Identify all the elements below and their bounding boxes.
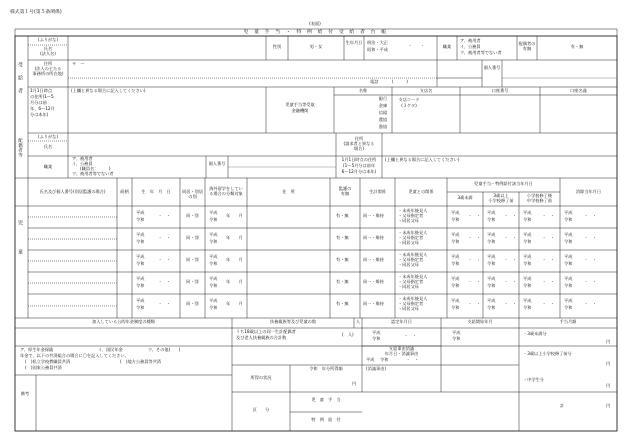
cert-ymd: ・ ・	[404, 333, 417, 338]
spouse-address-1: 住所	[354, 136, 364, 141]
child-header-middle2: 中学校修了前	[526, 198, 553, 203]
change-ymd: ・ ・	[406, 357, 419, 362]
income-label: 所得の状況	[250, 375, 272, 380]
spouse-jan1-1: 1月1日時点の住所	[341, 157, 377, 162]
child-header-name: 氏名及び個人番号(別居監護の場合)	[39, 189, 106, 194]
child-3-era-4[interactable]: 令和	[209, 261, 218, 266]
amount-3-yen: 円	[606, 383, 611, 388]
child-4-ym[interactable]: 年 月	[226, 279, 243, 284]
count-unit: 人	[355, 319, 361, 324]
spouse-occupation-label: 職業	[43, 164, 53, 169]
jan1-label-5: 分は本年)	[30, 112, 49, 117]
spouse-jan1-note: (上欄と異なる場合に記入してください)	[385, 157, 460, 162]
spouse-name-label: 氏名	[43, 144, 53, 149]
child-header-middle: 小学校修了後	[526, 193, 553, 198]
child-2-middle-era-2[interactable]: 令和	[523, 239, 532, 244]
child-1-middle-era-2[interactable]: 令和	[523, 217, 532, 222]
start-date-label: 支給開始年月	[467, 319, 493, 324]
child-2-cohabit[interactable]: 同・別	[186, 235, 199, 240]
branch-code-sub: (３ケタ)	[401, 103, 417, 108]
bank-type-1[interactable]: 銀行	[378, 96, 388, 101]
child-1-under3-era-1[interactable]: 平成	[451, 210, 460, 215]
child-2-age3-ymd[interactable]: ・ ・	[504, 235, 517, 240]
child-5-middle-era-2[interactable]: 令和	[523, 305, 532, 310]
child-5-under3-era-2[interactable]: 令和	[451, 305, 460, 310]
child-2-era-1[interactable]: 平成	[136, 232, 145, 237]
child-2-age3-era-2[interactable]: 令和	[487, 239, 496, 244]
child-5-era-2[interactable]: 令和	[136, 305, 145, 310]
child-2-under3-ymd[interactable]: ・ ・	[468, 235, 481, 240]
jan1-label-3: 月分は前	[30, 100, 47, 105]
child-header-age3: 3歳以上	[493, 193, 509, 198]
amount-1-yen: 円	[606, 339, 611, 344]
spouse-name-field[interactable]	[69, 134, 335, 155]
pension-d3[interactable]: ( )国家公務員共済	[25, 365, 62, 370]
child-2-cancel-era-1[interactable]: 平成	[564, 232, 573, 237]
child-3-custody[interactable]: 有・無	[336, 257, 349, 262]
child-4-rel-1[interactable]: ・未成年後見人	[398, 274, 428, 279]
child-5-cancel-era-2[interactable]: 令和	[564, 305, 573, 310]
jan1-label-1: 1月1日時点	[30, 88, 53, 93]
spouse-occupation-b[interactable]: イ、公務員	[72, 161, 93, 166]
pension-a[interactable]: ア、厚生年金保険	[20, 347, 54, 352]
form-number: 様式第１号(第５条関係)	[10, 10, 62, 15]
child-1-cancel-ymd[interactable]: ・ ・	[584, 213, 597, 218]
section-children: 児童	[17, 220, 23, 278]
spouse-presence-label: 配偶者の有無	[518, 41, 536, 51]
child-4-under3-ymd[interactable]: ・ ・	[468, 279, 481, 284]
child-3-rel-2[interactable]: ・父母指定者	[398, 257, 424, 262]
child-2-livelihood[interactable]: 同一・維持	[363, 235, 384, 240]
child-4-age3-era-2[interactable]: 令和	[487, 283, 496, 288]
bank-branch-header: 支店名	[419, 88, 433, 93]
recipient-personal-no-label: 個人番号	[483, 65, 501, 70]
child-3-rel-3[interactable]: ・同居父母	[398, 262, 419, 267]
child-1-livelihood[interactable]: 同一・維持	[363, 213, 384, 218]
child-3-livelihood[interactable]: 同一・維持	[363, 257, 384, 262]
child-1-custody[interactable]: 有・無	[336, 213, 349, 218]
child-5-era-4[interactable]: 令和	[209, 305, 218, 310]
child-header-abroad-2: る場合の分類対象	[209, 191, 243, 196]
child-header-birth: 生 年 月 日	[141, 189, 171, 194]
bank-type-5[interactable]: 漁協	[378, 124, 388, 129]
child-2-era-3[interactable]: 平成	[209, 232, 218, 237]
child-4-livelihood[interactable]: 同一・維持	[363, 279, 384, 284]
address-label: 住所	[43, 61, 53, 66]
child-3-age3-era-2[interactable]: 令和	[487, 261, 496, 266]
child-5-age3-era-2[interactable]: 令和	[487, 305, 496, 310]
cert-era-2[interactable]: 令和	[372, 336, 381, 341]
recipient-name-sub: (法人名)	[40, 51, 56, 56]
child-5-cancel-era-1[interactable]: 平成	[564, 298, 573, 303]
child-1-era-1[interactable]: 平成	[136, 210, 145, 215]
child-3-age3-ymd[interactable]: ・ ・	[504, 257, 517, 262]
child-3-era-2[interactable]: 令和	[136, 261, 145, 266]
section-recipient: 受給者	[17, 62, 23, 101]
cert-date-label: 認定年月日	[391, 319, 412, 324]
recipient-furigana-label: (ふりがな)	[37, 37, 59, 42]
child-header-abroad-1: 海外留学をしてい	[209, 186, 243, 191]
child-1-ymd[interactable]: ・ ・	[158, 213, 171, 218]
child-3-cancel-ymd[interactable]: ・ ・	[584, 257, 597, 262]
child-1-age3-era-1[interactable]: 平成	[487, 210, 496, 215]
child-1-cancel-era-1[interactable]: 平成	[564, 210, 573, 215]
birth-dots: ・ ・	[408, 43, 425, 48]
change-note: (消滅事由)	[366, 366, 387, 371]
child-header-age3b: 小学校修了前	[488, 198, 514, 203]
child-4-cancel-era-2[interactable]: 令和	[564, 283, 573, 288]
amount-1: ・3歳未満分	[523, 331, 547, 336]
spouse-personal-no-label: 個人番号	[208, 161, 226, 166]
phone-paren[interactable]: ( )	[392, 79, 408, 84]
bank-type-2[interactable]: 金庫	[378, 103, 388, 108]
spouse-presence-value[interactable]: 有・無	[570, 44, 584, 49]
jan1-label-2: の住所(1～5	[30, 94, 54, 99]
child-4-rel-3[interactable]: ・同居父母	[398, 284, 419, 289]
child-2-age3-era-1[interactable]: 平成	[487, 232, 496, 237]
child-4-cancel-era-1[interactable]: 平成	[564, 276, 573, 281]
section-spouse: 配偶者等	[17, 138, 23, 158]
child-2-middle-era-1[interactable]: 平成	[523, 232, 532, 237]
count-paren[interactable]: ( 人)	[342, 332, 354, 337]
child-4-middle-era-1[interactable]: 平成	[523, 276, 532, 281]
amount-2-yen: 円	[606, 361, 611, 366]
occupation-label: 職業	[442, 44, 452, 49]
child-header-custody-2: 有無	[340, 191, 350, 196]
side-label: (表面)	[309, 21, 321, 26]
phone-label: 電話	[370, 79, 379, 84]
child-3-ym[interactable]: 年 月	[226, 257, 243, 262]
child-5-under3-era-1[interactable]: 平成	[451, 298, 460, 303]
child-header-cancel: 消除当年月日	[575, 189, 602, 194]
child-5-rel-2[interactable]: ・父母指定者	[398, 301, 424, 306]
child-4-age3-ymd[interactable]: ・ ・	[504, 279, 517, 284]
child-3-cancel-era-1[interactable]: 平成	[564, 254, 573, 259]
income-year[interactable]: 令和 年分所得額	[309, 366, 343, 371]
child-4-cancel-ymd[interactable]: ・ ・	[584, 279, 597, 284]
page-title: 児 童 手 当 ・ 特 例 給 付 受 給 者 台 帳	[243, 30, 387, 35]
child-5-age3-ymd[interactable]: ・ ・	[504, 301, 517, 306]
child-1-age3-ymd[interactable]: ・ ・	[504, 213, 517, 218]
pension-d2[interactable]: ( )地方公務員等共済	[120, 359, 161, 364]
bank-holder-header: 口座名義	[570, 88, 587, 93]
child-1-rel-3[interactable]: ・同居父母	[398, 218, 419, 223]
postal-mark[interactable]: 〒 ー	[72, 61, 85, 66]
birth-era-1[interactable]: 明治・大正	[367, 40, 388, 45]
child-4-rel-2[interactable]: ・父母指定者	[398, 279, 424, 284]
spouse-occupation-c[interactable]: ウ、被用者等でない者	[72, 171, 114, 176]
spouse-jan1-2: (1～5月分は前年	[342, 163, 376, 168]
amount-3: ・中学生分	[523, 377, 544, 382]
child-2-ym[interactable]: 年 月	[226, 235, 243, 240]
pension-b[interactable]: イ、国民年金	[98, 347, 123, 352]
birth-era-2[interactable]: 昭和・平成	[367, 47, 388, 52]
start-era-2[interactable]: 令和	[452, 336, 461, 341]
change-title-1: 支給事由消滅	[388, 346, 415, 351]
pension-d1[interactable]: ( )私立学校教職員共済	[25, 359, 71, 364]
child-3-middle-ymd[interactable]: ・ ・	[542, 257, 555, 262]
child-5-rel-1[interactable]: ・未成年後見人	[398, 296, 428, 301]
child-2-era-2[interactable]: 令和	[136, 239, 145, 244]
address-sub-2: 事務所の所在地)	[32, 71, 64, 76]
sex-label: 性別	[272, 44, 282, 49]
child-4-age3-era-1[interactable]: 平成	[487, 276, 496, 281]
child-2-cancel-ymd[interactable]: ・ ・	[584, 235, 597, 240]
child-4-middle-era-2[interactable]: 令和	[523, 283, 532, 288]
change-era-2[interactable]: 令和	[380, 357, 389, 362]
bank-account-header: 口座番号	[491, 88, 509, 93]
bank-name-header: 名称	[358, 88, 368, 93]
child-header-livelihood: 生計関係	[369, 189, 386, 194]
child-header-under3: 3歳未満	[457, 195, 473, 200]
recipient-name-field[interactable]	[69, 37, 265, 59]
child-4-custody[interactable]: 有・無	[336, 279, 349, 284]
child-3-era-1[interactable]: 平成	[136, 254, 145, 259]
pension-title: 加入している公的年金制度の種類	[92, 319, 155, 324]
child-header-allowance-group: 児童手当・特例給付該当年月日	[474, 181, 533, 186]
pension-note: 年金で、以下の共済組合の場合に〇を記入してください。	[20, 353, 129, 358]
child-2-rel-3[interactable]: ・同居父母	[398, 240, 419, 245]
child-2-middle-ymd[interactable]: ・ ・	[542, 235, 555, 240]
pension-c[interactable]: ウ、その他( )	[148, 347, 181, 352]
child-2-custody[interactable]: 有・無	[336, 235, 349, 240]
child-header-relation: 続柄	[120, 189, 129, 194]
bank-type-3[interactable]: 信組	[378, 110, 388, 115]
jan1-note: (上欄と異なる場合に記入してください)	[71, 88, 146, 93]
child-3-under3-era-2[interactable]: 令和	[451, 261, 460, 266]
child-2-under3-era-1[interactable]: 平成	[451, 232, 460, 237]
remarks-label: 備考	[20, 391, 30, 396]
address-sub-1: (法人の主たる	[34, 66, 62, 71]
child-4-middle-ymd[interactable]: ・ ・	[542, 279, 555, 284]
sex-value[interactable]: 男・女	[309, 44, 323, 49]
spouse-jan1-3: 6～12月分は本年)	[341, 169, 377, 174]
child-1-under3-ymd[interactable]: ・ ・	[468, 213, 481, 218]
child-5-under3-ymd[interactable]: ・ ・	[468, 301, 481, 306]
child-3-age3-era-1[interactable]: 平成	[487, 254, 496, 259]
occupation-a[interactable]: ア、被用者	[460, 38, 481, 43]
child-3-cohabit[interactable]: 同・別	[186, 257, 199, 262]
child-1-under3-era-2[interactable]: 令和	[451, 217, 460, 222]
birth-label: 生年月日	[345, 40, 363, 45]
jan1-label-4: 年、6～12月	[30, 106, 55, 111]
child-2-ymd[interactable]: ・ ・	[158, 235, 171, 240]
spouse-occupation-a[interactable]: ア、被用者	[72, 156, 93, 161]
child-1-cancel-era-2[interactable]: 令和	[564, 217, 573, 222]
child-5-livelihood[interactable]: 同一・維持	[363, 301, 384, 306]
child-2-cancel-era-2[interactable]: 令和	[564, 239, 573, 244]
child-header-address: 住 所	[282, 189, 295, 194]
child-1-rel-2[interactable]: ・父母指定者	[398, 213, 424, 218]
child-4-under3-era-1[interactable]: 平成	[451, 276, 460, 281]
child-5-custody[interactable]: 有・無	[336, 301, 349, 306]
child-4-era-1[interactable]: 平成	[136, 276, 145, 281]
category-2[interactable]: 特 例 給 付	[311, 417, 341, 422]
child-4-era-3[interactable]: 平成	[209, 276, 218, 281]
category-label: 区 分	[252, 407, 270, 412]
bank-label-2: 金融機関	[291, 108, 309, 113]
child-4-under3-era-2[interactable]: 令和	[451, 283, 460, 288]
income-yen: 円	[352, 381, 357, 386]
child-5-rel-3[interactable]: ・同居父母	[398, 306, 419, 311]
child-5-era-3[interactable]: 平成	[209, 298, 218, 303]
child-4-era-4[interactable]: 令和	[209, 283, 218, 288]
spouse-furigana-label: (ふりがな)	[37, 134, 59, 139]
child-4-cohabit[interactable]: 同・別	[186, 279, 199, 284]
amount-2: ・3歳以上小学校修了前分	[523, 351, 572, 356]
count-note-1: うち18歳以上の同一生計配偶者	[236, 329, 296, 334]
child-5-cancel-ymd[interactable]: ・ ・	[584, 301, 597, 306]
recipient-name-label: 氏名	[43, 46, 53, 51]
child-2-era-4[interactable]: 令和	[209, 239, 218, 244]
child-5-ym[interactable]: 年 月	[226, 301, 243, 306]
spouse-address-3: 場合)	[353, 146, 364, 151]
child-5-ymd[interactable]: ・ ・	[158, 301, 171, 306]
spouse-occupation-b2: (職員名： )	[80, 166, 111, 171]
child-3-era-3[interactable]: 平成	[209, 254, 218, 259]
child-4-ymd[interactable]: ・ ・	[158, 279, 171, 284]
change-title-2: 年月日・消滅事由	[384, 351, 419, 356]
child-3-under3-era-1[interactable]: 平成	[451, 254, 460, 259]
change-era-1[interactable]: 平成	[366, 357, 375, 362]
category-1[interactable]: 児 童 手 当	[311, 397, 341, 402]
child-header-custody-1: 監護の	[338, 186, 352, 191]
bank-label-1: 児童手当等受取	[285, 102, 315, 107]
spouse-address-2: (請求者と異なる	[343, 141, 375, 146]
child-1-cohabit[interactable]: 同・別	[186, 213, 199, 218]
child-4-era-2[interactable]: 令和	[136, 283, 145, 288]
remarks-field[interactable]	[37, 376, 231, 430]
child-3-under3-ymd[interactable]: ・ ・	[468, 257, 481, 262]
child-1-rel-1[interactable]: ・未成年後見人	[398, 208, 428, 213]
recipient-personal-no-field[interactable]	[503, 61, 616, 77]
child-5-middle-ymd[interactable]: ・ ・	[542, 301, 555, 306]
child-1-era-3[interactable]: 平成	[209, 210, 218, 215]
child-3-ymd[interactable]: ・ ・	[158, 257, 171, 262]
child-1-era-2[interactable]: 令和	[136, 217, 145, 222]
branch-code-label: 支店コード	[398, 97, 420, 102]
child-header-cohabit: 同居・別居の別	[182, 189, 203, 199]
count-note-2: 及び老人扶養親族の合計数	[236, 335, 287, 340]
start-era-1[interactable]: 平成	[452, 330, 461, 335]
child-1-middle-era-1[interactable]: 平成	[523, 210, 532, 215]
child-2-rel-2[interactable]: ・父母指定者	[398, 235, 424, 240]
bank-type-4[interactable]: 農協	[378, 117, 388, 122]
child-5-age3-era-1[interactable]: 平成	[487, 298, 496, 303]
occupation-b[interactable]: イ、公務員	[460, 44, 481, 49]
child-5-era-1[interactable]: 平成	[136, 298, 145, 303]
child-header-relationship: 児童との関係	[408, 189, 434, 194]
child-3-cancel-era-2[interactable]: 令和	[564, 261, 573, 266]
child-5-middle-era-1[interactable]: 平成	[523, 298, 532, 303]
cert-era-1[interactable]: 平成	[372, 330, 381, 335]
amount-title: 手当月額	[559, 319, 577, 324]
occupation-c[interactable]: ウ、被用者等でない者	[460, 50, 502, 55]
amount-total: 計	[560, 403, 565, 408]
amount-total-yen: 円	[606, 403, 611, 408]
child-2-rel-1[interactable]: ・未成年後見人	[398, 230, 428, 235]
count-title: 扶養親族等及び児童の数	[269, 319, 317, 324]
child-3-middle-era-2[interactable]: 令和	[523, 261, 532, 266]
child-1-era-4[interactable]: 令和	[209, 217, 218, 222]
child-2-under3-era-2[interactable]: 令和	[451, 239, 460, 244]
child-1-age3-era-2[interactable]: 令和	[487, 217, 496, 222]
child-1-ym[interactable]: 年 月	[226, 213, 243, 218]
child-5-cohabit[interactable]: 同・別	[186, 301, 199, 306]
child-3-middle-era-1[interactable]: 平成	[523, 254, 532, 259]
child-1-middle-ymd[interactable]: ・ ・	[542, 213, 555, 218]
child-3-rel-1[interactable]: ・未成年後見人	[398, 252, 428, 257]
